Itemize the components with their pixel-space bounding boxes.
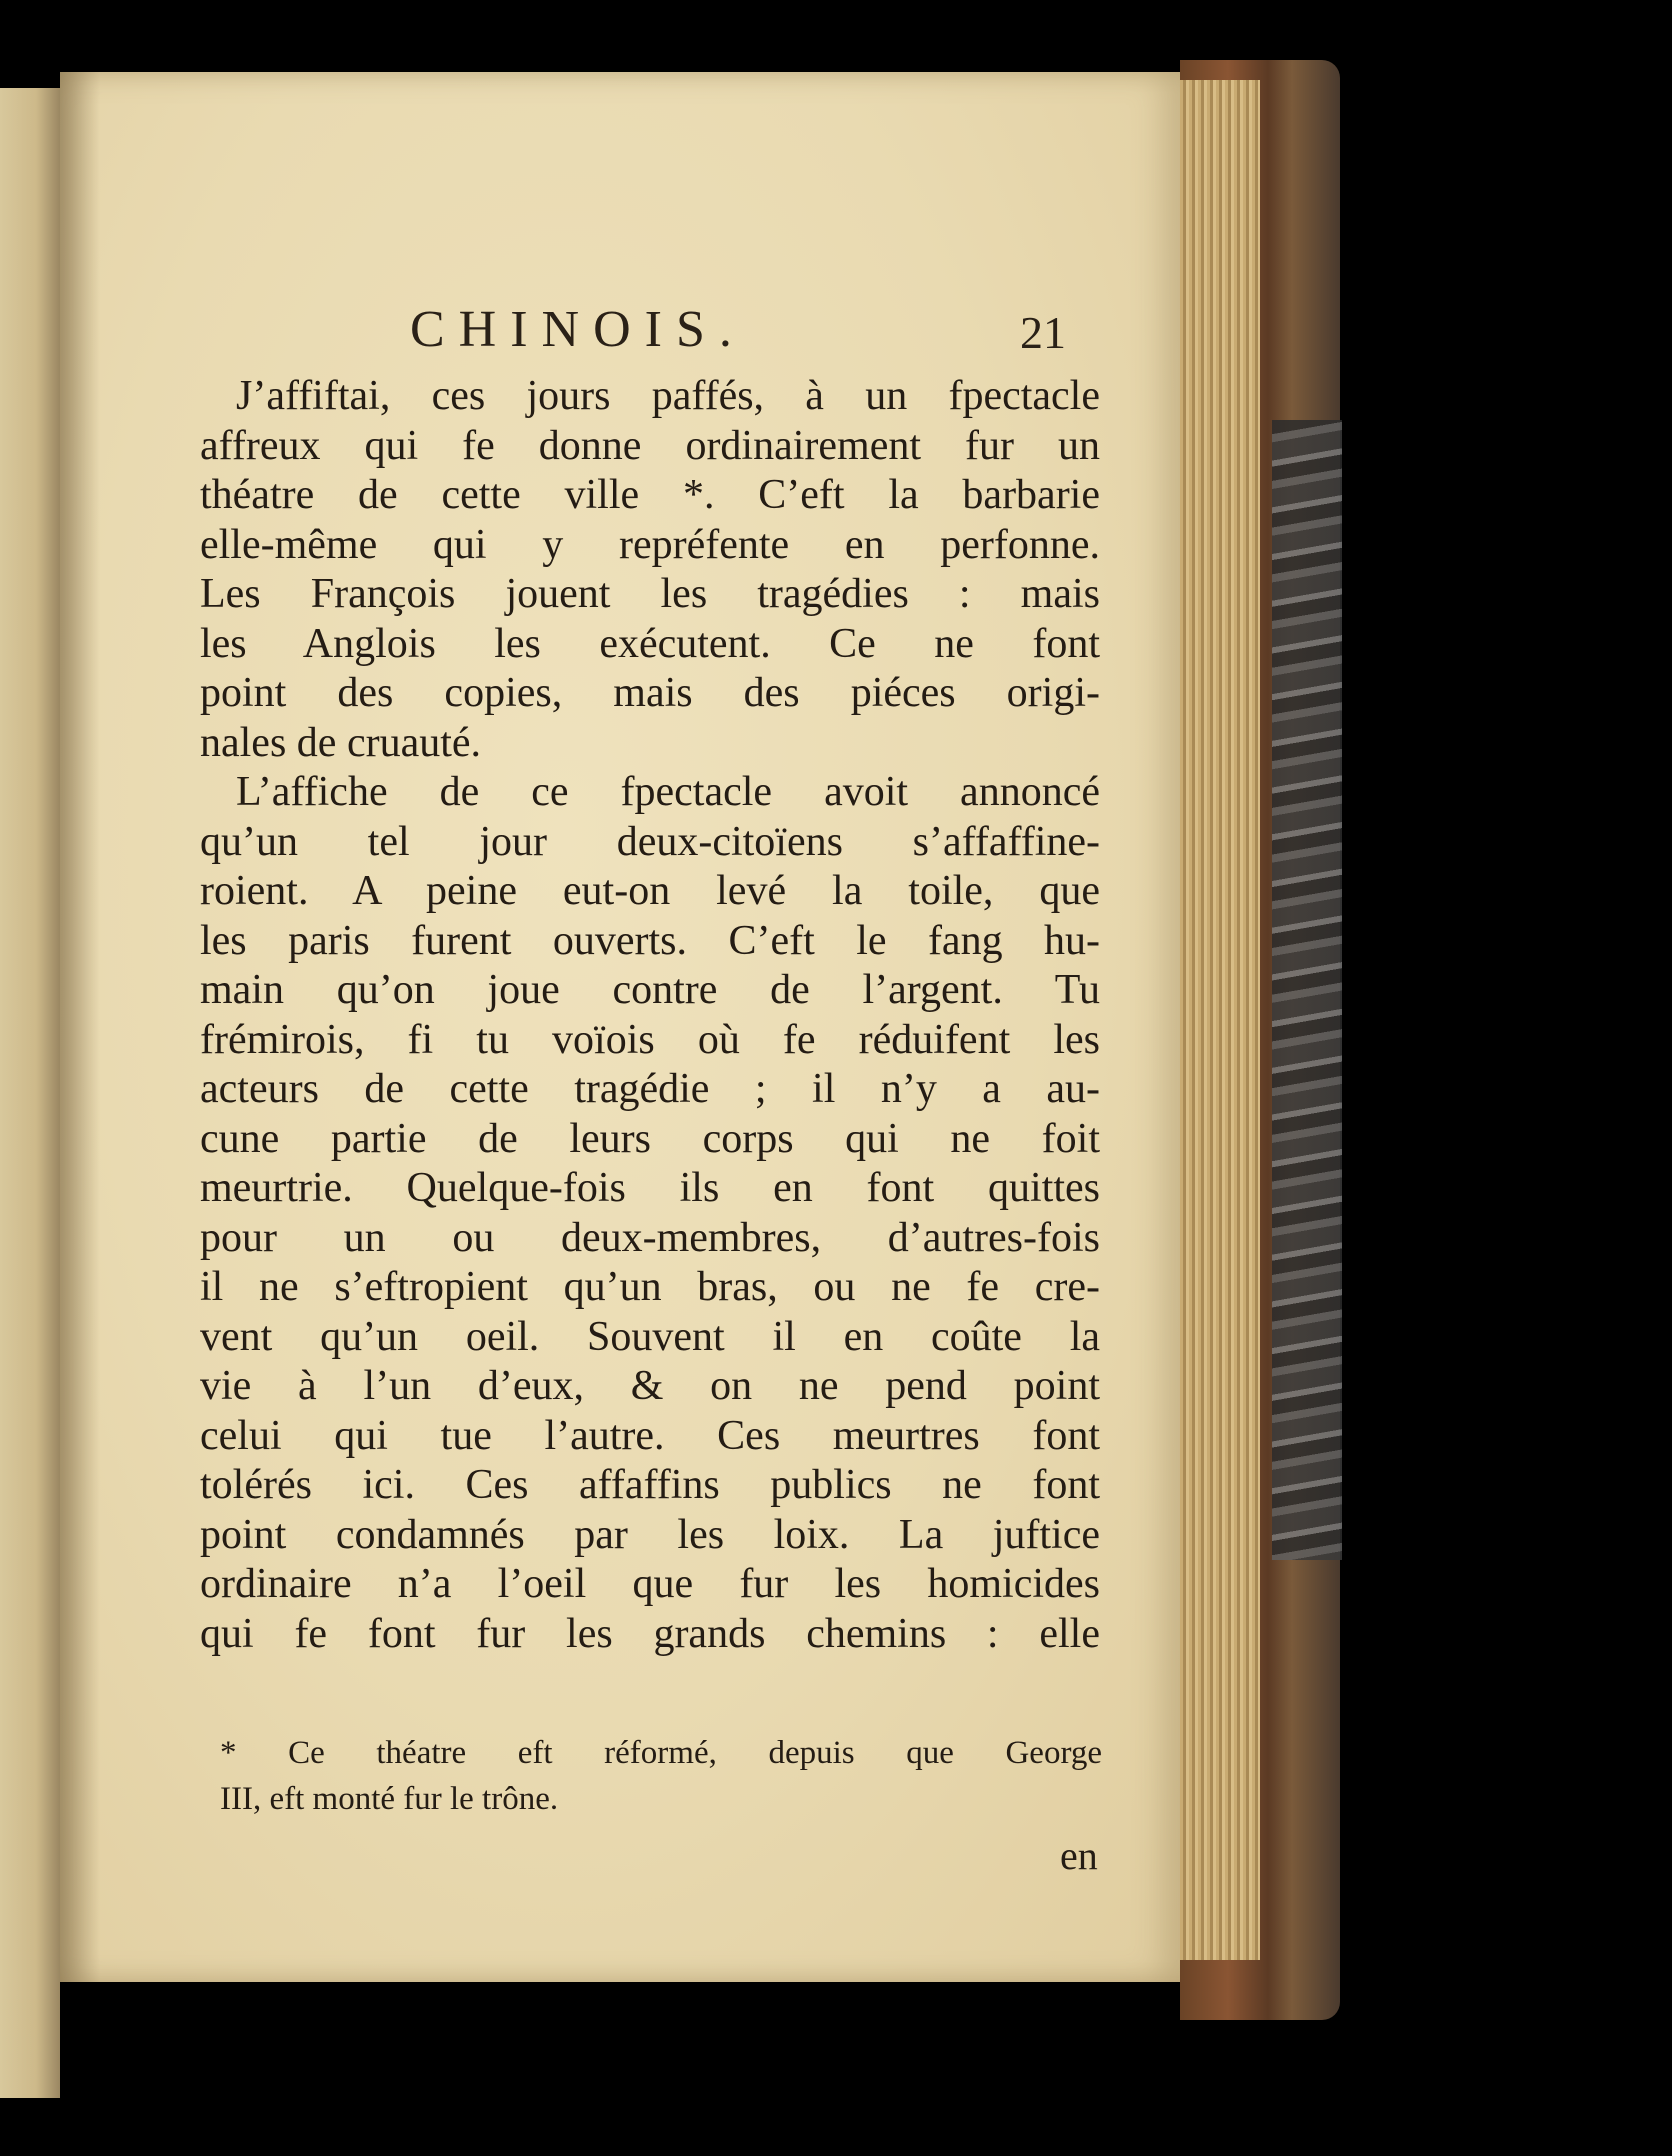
- page-number: 21: [1020, 307, 1066, 358]
- catchword: en: [1060, 1833, 1098, 1878]
- text-line: affreux qui fe donne ordinairement fur un: [200, 422, 1100, 469]
- marbled-cover: [1272, 420, 1342, 1560]
- text-line: qu’un tel jour deux-citoïens s’affaffine-: [200, 818, 1100, 865]
- running-title: CHINOIS.: [410, 301, 746, 358]
- text-line: point condamnés par les loix. La juftice: [200, 1511, 1100, 1558]
- text-line: elle-même qui y repréfente en perfonne.: [200, 521, 1100, 568]
- text-line: Les François jouent les tragédies : mais: [200, 571, 1100, 617]
- text-line: les paris furent ouverts. C’eft le fang hu-: [200, 917, 1100, 964]
- text-line: vent qu’un oeil. Souvent il en coûte la: [200, 1313, 1100, 1360]
- text-line: cune partie de leurs corps qui ne foit: [200, 1115, 1100, 1162]
- footnote-line: * Ce théatre eft réformé, depuis que George: [220, 1735, 1102, 1771]
- text-line: théatre de cette ville *. C’eft la barbarie: [200, 472, 1100, 518]
- book-page: [60, 72, 1180, 1982]
- footnote-line: III, eft monté fur le trône.: [220, 1781, 559, 1817]
- text-line: frémirois, fi tu voïois où fe réduifent les: [200, 1016, 1100, 1063]
- body-text: [200, 372, 1100, 1659]
- text-line: point des copies, mais des piéces origi-: [200, 670, 1100, 716]
- text-line: nales de cruauté.: [200, 719, 482, 766]
- page-edges: [1180, 80, 1260, 1960]
- text-line: vie à l’un d’eux, & on ne pend point: [200, 1363, 1100, 1409]
- text-line: L’affiche de ce fpectacle avoit annoncé: [236, 769, 1100, 815]
- text-line: ordinaire n’a l’oeil que fur les homicides: [200, 1561, 1100, 1607]
- footnote: [220, 1730, 1102, 1822]
- text-line: acteurs de cette tragédie ; il n’y a au-: [200, 1066, 1100, 1112]
- text-line: qui fe font fur les grands chemins : elle: [200, 1610, 1100, 1657]
- text-line: les Anglois les exécutent. Ce ne font: [200, 620, 1100, 667]
- text-line: celui qui tue l’autre. Ces meurtres font: [200, 1412, 1100, 1459]
- text-line: J’affiftai, ces jours paffés, à un fpectacle: [236, 373, 1100, 419]
- text-line: pour un ou deux-membres, d’autres-fois: [200, 1214, 1100, 1261]
- text-line: roient. A peine eut-on levé la toile, que: [200, 868, 1100, 914]
- text-line: tolérés ici. Ces affaffins publics ne font: [200, 1462, 1100, 1508]
- facing-page-edge: [0, 88, 60, 2098]
- text-line: meurtrie. Quelque-fois ils en font quittes: [200, 1165, 1100, 1211]
- running-head: [60, 300, 1180, 360]
- text-line: il ne s’eftropient qu’un bras, ou ne fe cre-: [200, 1264, 1100, 1310]
- text-line: main qu’on joue contre de l’argent. Tu: [200, 967, 1100, 1013]
